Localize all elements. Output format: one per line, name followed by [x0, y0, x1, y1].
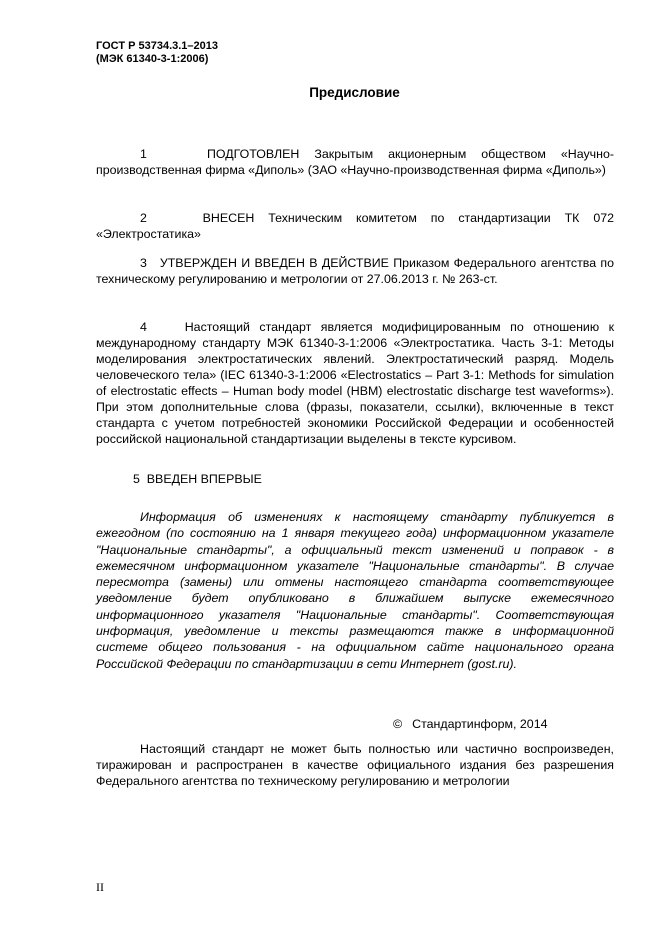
item-number: 1: [140, 147, 147, 161]
foreword-item-5: [133, 471, 262, 487]
foreword-item-1: [96, 146, 614, 178]
item-text: ВВЕДЕН ВПЕРВЫЕ: [146, 472, 262, 486]
item-text: ВНЕСЕН Техническим комитетом по стандартизации ТК 072 «Электростатика»: [96, 211, 614, 241]
item-number: 5: [133, 472, 140, 486]
document-header: [96, 40, 218, 66]
item-text: УТВЕРЖДЕН И ВВЕДЕН В ДЕЙСТВИЕ Приказом Федерального агентства по техническому регулированию и метрологии от 27.06.2013 г. № 263-ст.: [96, 256, 615, 286]
item-number: 2: [140, 211, 147, 225]
copyright-text: Стандартинформ, 2014: [412, 717, 548, 731]
foreword-item-4: [96, 319, 614, 447]
item-number: 4: [140, 320, 147, 334]
item-number: 3: [140, 256, 147, 270]
reproduction-notice: Настоящий стандарт не может быть полностью или частично воспроизведен, тиражирован и распространен в качестве официального издания без разрешения Федерального агентства по техническому регулированию и метрологии: [96, 742, 614, 788]
copyright-line: [393, 717, 547, 731]
copyright-icon: ©: [393, 717, 403, 731]
item-text: ПОДГОТОВЛЕН Закрытым акционерным обществом «Научно-производственная фирма «Диполь» (ЗАО «Научно-производственная фирма «Диполь»): [96, 147, 614, 177]
standard-designation: ГОСТ Р 53734.3.1–2013: [96, 40, 219, 52]
page-title-text: Предисловие: [309, 85, 400, 100]
iec-reference: (МЭК 61340-3-1:2006): [96, 53, 209, 65]
amendments-notice: Информация об изменениях к настоящему стандарту публикуется в ежегодном (по состоянию на 1 января текущего года) информационном указателе "Национальные стандарты", а официальный текст изменений и поправок - в ежемесячном информационном указателе "Национальные стандарты". В случае пересмотра (замены) или отмены настоящего стандарта соответствующее уведомление будет опубликовано в ближайшем выпуске ежемесячного информационного указателя "Национальные стандарты". Соответствующая информация, уведомление и тексты размещаются также в информационной системе общего пользования - на официальном сайте национального органа Российской Федерации по стандартизации в сети Интернет (gost.ru).: [96, 510, 614, 671]
page-number: II: [96, 880, 104, 894]
item-text: Настоящий стандарт является модифицированным по отношению к международному стандарту МЭК 61340-3-1:2006 «Электростатика. Часть 3-1: Методы моделирования электростатических явлений. Электростатический разряд. Модель человеческого тела» (IEC 61340-3-1:2006 «Electrostatics – Part 3-1: Methods for simulation of electrostatic effects – Human body model (HBM) electrostatic discharge test waveforms»). При этом дополнительные слова (фразы, показатели, ссылки), включенные в текст стандарта с учетом потребностей экономики Российской Федерации и особенностей российской национальной стандартизации выделены в тексте курсивом.: [96, 320, 614, 446]
page-title: [0, 85, 661, 100]
foreword-item-3: [96, 255, 614, 287]
foreword-item-2: [96, 210, 614, 242]
